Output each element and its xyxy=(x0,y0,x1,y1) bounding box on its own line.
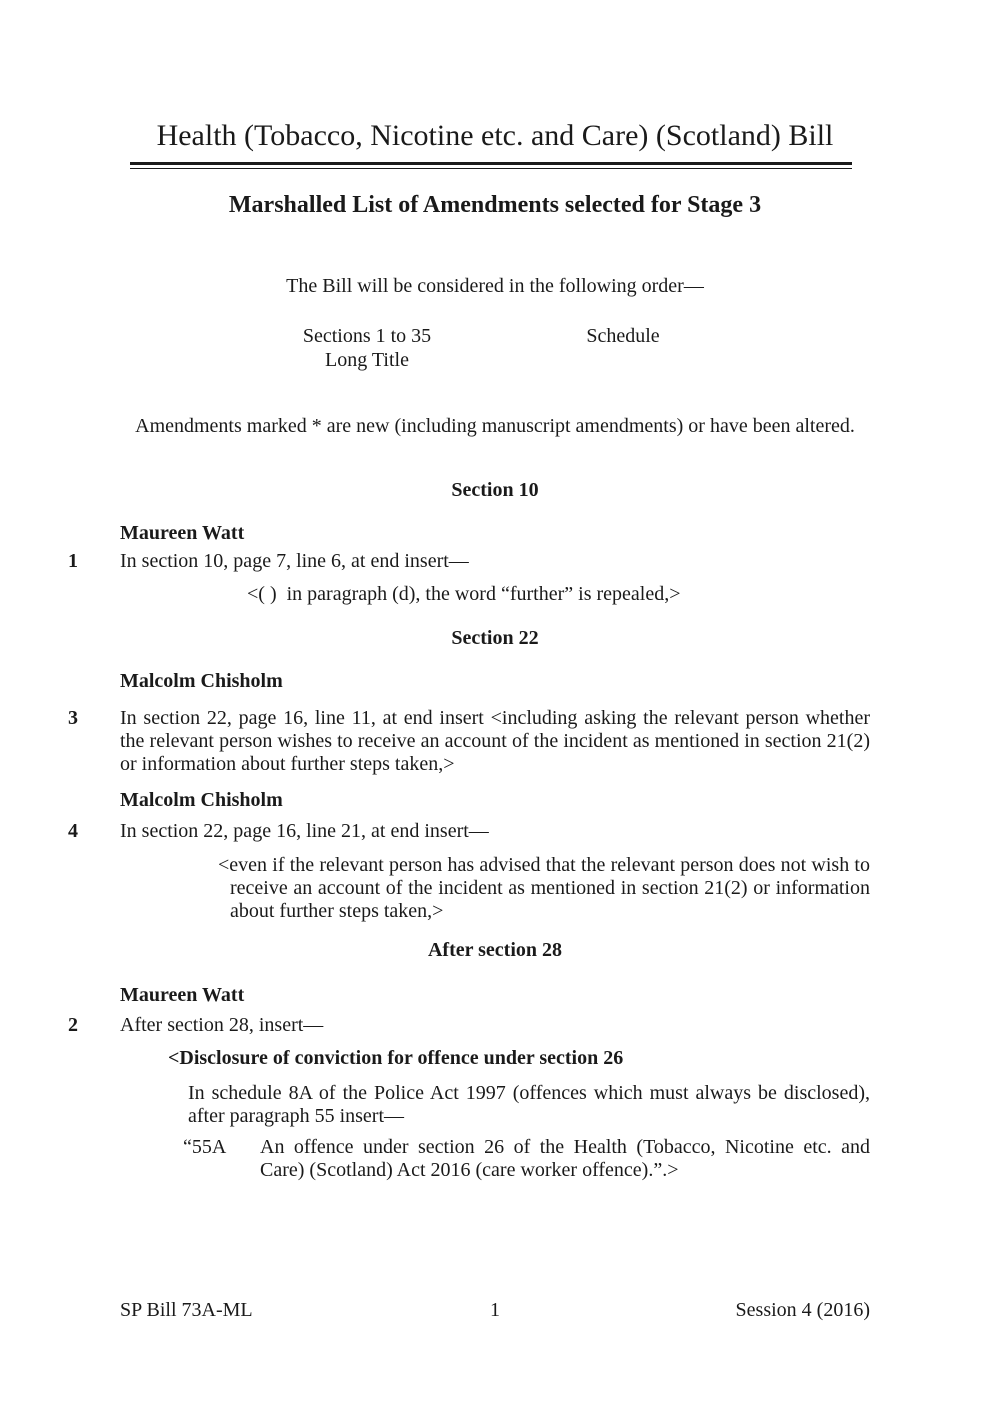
amendment-1-number: 1 xyxy=(68,550,78,572)
paragraph-55a-text: An offence under section 26 of the Health (Tobacco, Nicotine etc. and Care) (Scotland) Act 2016 (care worker offence).”.> xyxy=(260,1136,870,1181)
section-heading-section-22: Section 22 xyxy=(451,627,539,649)
page-number: 1 xyxy=(490,1299,500,1321)
order-column-2 xyxy=(501,324,745,372)
amendment-3-number: 3 xyxy=(68,707,78,729)
amendment-2-text: After section 28, insert— xyxy=(120,1014,324,1036)
footer-bill-number: SP Bill 73A-ML xyxy=(120,1299,253,1321)
paragraph-55a-label: “55A xyxy=(183,1136,227,1158)
section-heading-section-10: Section 10 xyxy=(451,479,539,501)
amendment-4-inserted-text: <even if the relevant person has advised that the relevant person does not wish to receive an account of the incident as mentioned in section 21(2) or information about further steps taken,> xyxy=(218,854,870,922)
amendment-1-inserted-text: <( ) in paragraph (d), the word “further” is repealed,> xyxy=(247,583,681,605)
amendment-2-inserted-section-heading: <Disclosure of conviction for offence under section 26 xyxy=(168,1047,624,1069)
amendment-1 xyxy=(68,550,870,573)
page-footer xyxy=(120,1299,870,1322)
amendment-2-inserted-body: In schedule 8A of the Police Act 1997 (offences which must always be disclosed), after paragraph 55 insert— xyxy=(188,1082,870,1127)
order-item-long-title: Long Title xyxy=(325,349,409,371)
amendment-1-text: In section 10, page 7, line 6, at end insert— xyxy=(120,550,469,572)
title-double-rule xyxy=(130,162,852,169)
order-item-sections: Sections 1 to 35 xyxy=(302,325,432,347)
order-item-schedule: Schedule xyxy=(586,325,660,347)
amendment-4-number: 4 xyxy=(68,820,78,842)
amendment-2 xyxy=(68,1014,870,1037)
sponsor-name: Malcolm Chisholm xyxy=(120,670,283,692)
order-column-1 xyxy=(245,324,489,372)
amendment-3-text: In section 22, page 16, line 11, at end insert <including asking the relevant person whether the relevant person wishes to receive an account of the incident as mentioned in section 21(2) or information about further steps taken,> xyxy=(120,707,870,775)
footer-session: Session 4 (2016) xyxy=(735,1299,870,1321)
starred-amendments-note: Amendments marked * are new (including manuscript amendments) or have been altered. xyxy=(135,415,855,437)
sponsor-name: Maureen Watt xyxy=(120,522,245,544)
sponsor-name: Malcolm Chisholm xyxy=(120,789,283,811)
bill-title: Health (Tobacco, Nicotine etc. and Care) (Scotland) Bill xyxy=(156,119,834,152)
amendment-4-text: In section 22, page 16, line 21, at end insert— xyxy=(120,820,489,842)
amendment-3 xyxy=(68,707,870,776)
sponsor-name: Maureen Watt xyxy=(120,984,245,1006)
amendment-2-inserted-paragraph-55a xyxy=(120,1136,870,1182)
amendment-4 xyxy=(68,820,870,843)
document-subtitle: Marshalled List of Amendments selected for Stage 3 xyxy=(228,192,762,218)
consideration-order-columns xyxy=(120,324,870,372)
consideration-order-intro: The Bill will be considered in the following order— xyxy=(286,275,704,297)
section-heading-after-section-28: After section 28 xyxy=(427,939,563,961)
amendment-2-number: 2 xyxy=(68,1014,78,1036)
